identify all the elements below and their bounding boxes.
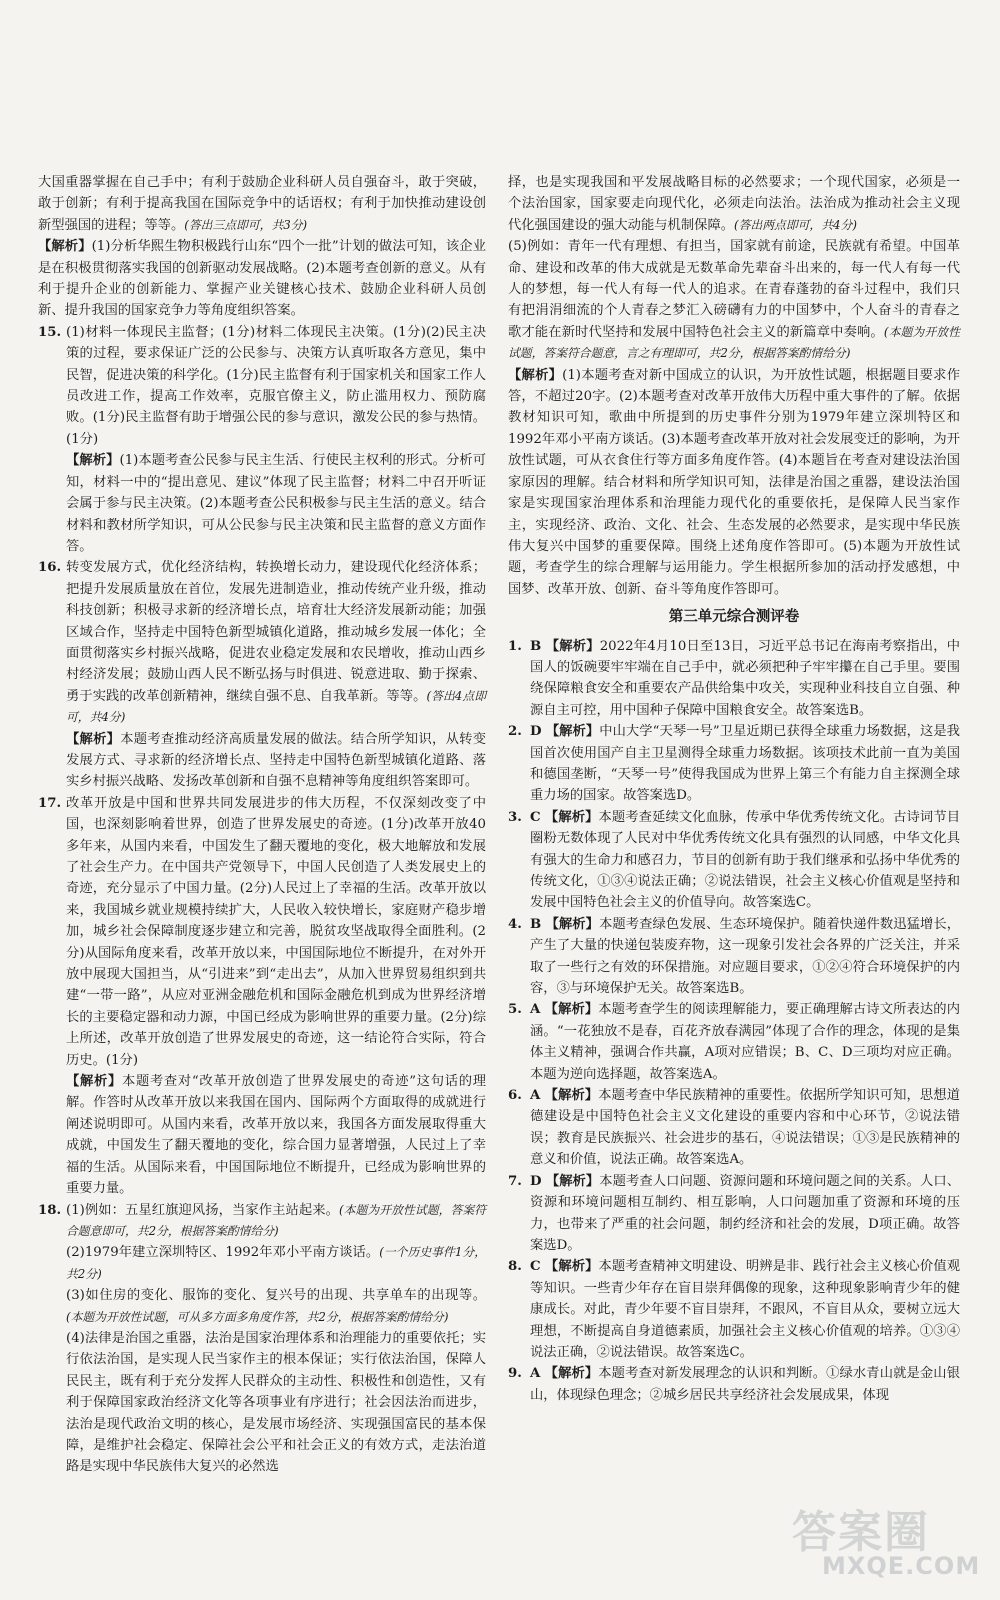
answer-text: A 【解析】本题考查对新发展理念的认识和判断。①绿水青山就是金山银山，体现绿色理念；②城乡居民共享经济社会发展成果，体现 (530, 1366, 961, 1403)
continued-answer: 择，也是实现我国和平发展战略目标的必然要求；一个现代国家，必须是一个法治国家，国家要走向现代化，必须走向法治。法治成为推动社会主义现代化强国建设的强大动能与机制保障。(答出两点即可，共4分) (508, 175, 960, 233)
answer-text: 改革开放是中国和世界共同发展进步的伟大历程，不仅深刻改变了中国，也深刻影响着世界，创造了世界发展史的奇迹。(1分)改革开放40多年来，从国内来看，中国发生了翻天覆地的变化，极大地解放和发展了社会生产力。在中国共产党领导下，中国人民创造了人类发展史上的奇迹，充分显示了中国力量。(2分)人民过上了幸福的生活。改革开放以来，我国城乡就业规模持续扩大，人民收入较快增长，家庭财产稳步增加，城乡社会保障制度逐步建立和完善，脱贫攻坚战取得全面胜利。(2分)从国际角度来看，改革开放以来，中国国际地位不断提升，在对外开放中展现大国担当，从“引进来”到“走出去”，从加入世界贸易组织到共建“一带一路”，从应对亚洲金融危机和国际金融危机到成为世界经济增长的主要稳定器和动力源，中国已经成为影响世界的重要力量。(2分)综上所述，改革开放创造了世界发展史的奇迹，这一结论符合实际，符合历史。(1分) (66, 795, 486, 1068)
answer-part-2: (2)1979年建立深圳特区、1992年邓小平南方谈话。(一个历史事件1分，共2分) (66, 1245, 487, 1281)
analysis-tag: 【解析】 (544, 1088, 599, 1104)
question-number: 3. (508, 809, 522, 825)
answer-part-5: (5)例如：青年一代有理想、有担当，国家就有前途，民族就有希望。中国革命、建设和改革的伟大成就是无数革命先辈奋斗出来的，每一代人有每一代人的梦想，每一代人有每一代人的追求。在青春蓬勃的奋斗过程中，我们只有把涓涓细流的个人青春之梦汇入磅礴有力的中国梦中，个人奋斗的青春之歌才能在新时代坚持和发展中国特色社会主义的新篇章中奏响。(本题为开放性试题，答案符合题意，言之有理即可，共2分，根据答案酌情给分) (508, 239, 961, 361)
analysis-tag: 【解析】 (544, 1366, 599, 1382)
question-number: 2. (508, 724, 522, 740)
answer-letter: A (530, 1088, 541, 1104)
answer-text: 转变发展方式，优化经济结构，转换增长动力，建设现代化经济体系；把提升发展质量放在首位，发展先进制造业，推动传统产业升级，推动科技创新；积极寻求新的经济增长点，培育壮大经济发展新动能；加强区域合作，坚持走中国特色新型城镇化道路，推动城乡发展一体化；全面贯彻落实乡村振兴战略，促进农业稳定发展和农民增收，推动山西乡村经济发展；鼓励山西人民不断弘扬与时俱进、锐意进取、勤于探索、勇于实践的改革创新精神，继续自强不息、自我革新。等等。(答出4点即可，共4分) (66, 560, 487, 725)
analysis-tag: 【解析】 (508, 367, 563, 383)
analysis-tag: 【解析】 (545, 1173, 600, 1189)
answer-letter: A (530, 1002, 541, 1018)
answer-text: B 【解析】本题考查绿色发展、生态环境保护。随着快递件数迅猛增长，产生了大量的快递包装废弃物，这一现象引发社会各界的广泛关注，并采取了一些行之有效的环保措施。对应题目要求，①②④符合环境保护的内容，③与环境保护无关。故答案选B。 (530, 916, 961, 997)
answer-text: C 【解析】本题考查精神文明建设、明辨是非、践行社会主义核心价值观等知识。一些青少年存在盲目崇拜偶像的现象，这种现象影响青少年的健康成长。对此，青少年要不盲目崇拜，不跟风，不盲目从众，要树立远大理想，不断提高自身道德素质，加强社会主义核心价值观的培养。①③④说法正确，②说法错误。故答案选C。 (530, 1259, 961, 1360)
question-number: 5. (508, 1002, 522, 1018)
choice-answer-item (508, 1256, 960, 1363)
answer-letter: C (530, 809, 541, 825)
answer-part-1: (1)例如：五星红旗迎风扬，当家作主站起来。(本题为开放性试题，答案符合题意即可，共2分，根据答案酌情给分) (66, 1202, 486, 1238)
question-number: 7. (508, 1173, 522, 1189)
question-number: 6. (508, 1088, 522, 1104)
watermark-logo (792, 1496, 982, 1586)
question-number: 18. (38, 1202, 62, 1218)
choice-answer-item (508, 1171, 960, 1257)
left-column (38, 172, 486, 1478)
continued-answer: 大国重器掌握在自己手中；有利于鼓励企业科研人员自强奋斗，敢于突破，敢于创新；有利于提高我国在国际竞争中的话语权；有利于加快推动建设创新型强国的进程；等等。(答出三点即可，共3分) (38, 175, 486, 233)
analysis-tag: 【解析】 (544, 1002, 599, 1018)
answer-letter: D (530, 724, 542, 740)
choice-answer-item (508, 721, 960, 807)
analysis-tag: 【解析】 (66, 453, 120, 469)
answer-letter: B (530, 638, 542, 654)
watermark-url: MXQE.COM (822, 1552, 981, 1580)
section-title: 第三单元综合测评卷 (668, 608, 800, 626)
answer-text: D 【解析】本题考查人口问题、资源问题和环境问题之间的关系。人口、资源和环境问题相互制约、相互影响，人口问题加重了资源和环境的压力，也带来了严重的社会问题，制约经济和社会的发展，D项正确。故答案选D。 (530, 1173, 960, 1253)
analysis-tag: 【解析】 (545, 916, 600, 932)
analysis-tag: 【解析】 (66, 1074, 122, 1090)
answer-letter: B (530, 916, 542, 932)
answer-letter: C (530, 1259, 541, 1275)
answer-letter: D (530, 1173, 542, 1189)
watermark-glyphs: 答案圈 (792, 1507, 930, 1558)
analysis-tag: 【解析】 (545, 638, 600, 654)
analysis-block: 【解析】(1)分析华熙生物积极践行山东“四个一批”计划的做法可知，该企业是在积极贯彻落实我国的创新驱动发展战略。(2)本题考查创新的意义。从有利于提升企业的创新能力、掌握产业关键核心技术、鼓励企业科研人员创新、提升我国的国家竞争力等角度组织答案。 (38, 239, 487, 319)
question-18 (38, 1200, 486, 1478)
answer-text: D 【解析】中山大学“天琴一号”卫星近期已获得全球重力场数据，这是我国首次使用国产自主卫星测得全球重力场数据。该项技术此前一直为美国和德国垄断，“天琴一号”使得我国成为世界上第三个有能力自主探测全球重力场的国家。故答案选D。 (530, 724, 960, 804)
analysis-block: 【解析】本题考查对“改革开放创造了世界发展史的奇迹”这句话的理解。作答时从改革开放以来我国在国内、国际两个方面取得的成就进行阐述说明即可。从国内来看，改革开放以来，我国各方面发展取得重大成就，中国发生了翻天覆地的变化，综合国力显著增强，人民过上了幸福的生活。从国际来看，中国国际地位不断提升，已经成为影响世界的重要力量。 (66, 1074, 486, 1197)
right-column (508, 172, 960, 1406)
analysis-block: 【解析】本题考查推动经济高质量发展的做法。结合所学知识，从转变发展方式、寻求新的经济增长点、坚持走中国特色新型城镇化道路、落实乡村振兴战略、发扬改革创新和自强不息精神等角度组织答案即可。 (66, 731, 487, 790)
question-number: 1. (508, 638, 522, 654)
analysis-tag: 【解析】 (544, 809, 599, 825)
choice-answer-item (508, 999, 960, 1085)
choice-answer-item (508, 1363, 960, 1406)
analysis-tag: 【解析】 (545, 724, 600, 740)
choice-answer-list (508, 636, 960, 1407)
answer-text: A 【解析】本题考查学生的阅读理解能力，要正确理解古诗文所表达的内涵。“一花独放不是春，百花齐放春满园”体现了合作的理念，体现的是集体主义精神，强调合作共赢，A项对应错误；B、C、D三项均对应正确。本题为逆向选择题，故答案选A。 (530, 1002, 961, 1082)
choice-answer-item (508, 1085, 960, 1171)
answer-text: (1)材料一体现民主监督；(1分)材料二体现民主决策。(1分)(2)民主决策的过程，要求保证广泛的公民参与、决策方认真听取各方意见，集中民智，促进决策的科学化。(1分)民主监督有利于国家机关和国家工作人员改进工作，提高工作效率，克服官僚主义，防止滥用权力、预防腐败。(1分)民主监督有助于增强公民的参与意识，激发公民的参与热情。(1分) (66, 324, 486, 447)
answer-part-3: (3)如住房的变化、服饰的变化、复兴号的出现、共享单车的出现等。(本题为开放性试题，可从多方面多角度作答，共2分，根据答案酌情给分) (66, 1288, 486, 1324)
choice-answer-item (508, 914, 960, 1000)
choice-answer-item (508, 636, 960, 722)
question-number: 16. (38, 560, 62, 576)
analysis-tag: 【解析】 (66, 731, 121, 747)
question-number: 4. (508, 916, 522, 932)
choice-answer-item (508, 807, 960, 914)
answer-text: B 【解析】2022年4月10日至13日，习近平总书记在海南考察指出，中国人的饭碗要牢牢端在自己手中，就必须把种子牢牢攥在自己手里。要围绕保障粮食安全和重要农产品供给集中攻关，实现种业科技自立自强、种源自主可控，用中国种子保障中国粮食安全。故答案选B。 (530, 638, 961, 718)
analysis-block: 【解析】(1)本题考查对新中国成立的认识，为开放性试题，根据题目要求作答，不超过20字。(2)本题考查对改革开放伟大历程中重大事件的了解。依据教材知识可知，歌曲中所提到的历史事件分别为1979年建立深圳特区和1992年邓小平南方谈话。(3)本题考查改革开放对社会发展变迁的影响，为开放性试题，可从衣食住行等方面多角度作答。(4)本题旨在考查对建设法治国家原因的理解。结合材料和所学知识可知，法律是治国之重器，建设法治国家是实现国家治理体系和治理能力现代化的重要依托，是保障人民当家作主，实现经济、政治、文化、社会、生态发展的必然要求，是实现中华民族伟大复兴中国梦的重要保障。围绕上述角度作答即可。(5)本题为开放性试题，考查学生的综合理解与运用能力。学生根据所参加的活动抒发感想，中国梦、改革开放、创新、奋斗等角度作答即可。 (508, 367, 961, 597)
question-number: 9. (508, 1366, 522, 1382)
question-17 (38, 793, 486, 1200)
analysis-block: 【解析】(1)本题考查公民参与民主生活、行使民主权利的形式。分析可知，材料一中的“提出意见、建议”体现了民主监督；材料二中召开听证会属于参与民主决策。(2)本题考查公民积极参与民主生活的意义。结合材料和教材所学知识，可从公民参与民主决策和民主监督的意义方面作答。 (66, 453, 487, 554)
question-number: 8. (508, 1259, 522, 1275)
answer-text: A 【解析】本题考查中华民族精神的重要性。依据所学知识可知，思想道德建设是中国特色社会主义文化建设的重要内容和中心环节，②说法错误；教育是民族振兴、社会进步的基石，④说法错误；①③是民族精神的意义和价值，说法正确。故答案选A。 (530, 1088, 961, 1168)
question-16 (38, 557, 486, 792)
analysis-tag: 【解析】 (544, 1259, 599, 1275)
answer-text: C 【解析】本题考查延续文化血脉，传承中华优秀传统文化。古诗词节目圈粉无数体现了人民对中华优秀传统文化具有强烈的认同感，中华文化具有强大的生命力和感召力，节目的创新有助于我们继承和弘扬中华优秀的传统文化，①③④说法正确；②说法错误，社会主义核心价值观是坚持和发展中国特色社会主义的价值导向。故答案选C。 (530, 809, 961, 911)
answer-letter: A (530, 1366, 541, 1382)
answer-part-4: (4)法律是治国之重器，法治是国家治理体系和治理能力的重要依托；实行依法治国，是实现人民当家作主的根本保证；实行依法治国，保障人民民主，既有利于充分发挥人民群众的主动性、积极性和创造性，又有利于保障国家政治经济文化等各项事业有序进行；社会因法治而进步，法治是现代政治文明的核心，是发展市场经济、实现强国富民的基本保障，是维护社会稳定、保障社会公平和社会正义的有效方式，走法治道路是实现中华民族伟大复兴的必然选 (66, 1330, 486, 1475)
question-number: 17. (38, 795, 62, 811)
analysis-tag: 【解析】 (38, 239, 92, 255)
question-15 (38, 322, 486, 557)
question-number: 15. (38, 324, 62, 340)
